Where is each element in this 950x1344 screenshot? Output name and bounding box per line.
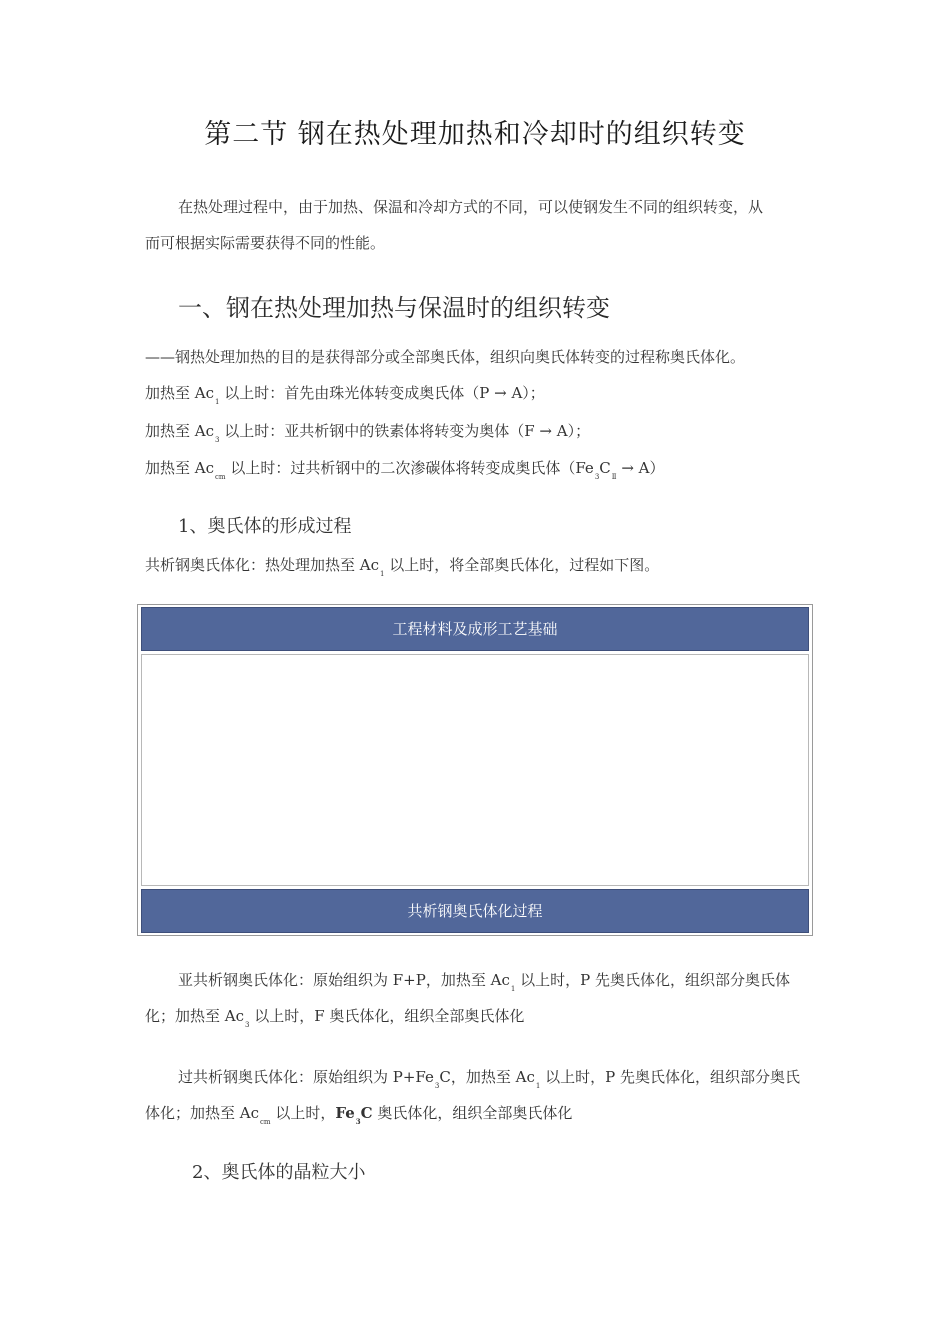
item-post-2: C [599, 459, 611, 477]
hyper-line-1 [178, 1066, 800, 1090]
text-post: 以上时，P 先奥氏体化，组织部分奥氏体 [515, 971, 790, 989]
intro-line-1: 在热处理过程中，由于加热、保温和冷却方式的不同，可以使钢发生不同的组织转变，从 [178, 198, 764, 216]
text-sub: 3 [245, 1021, 250, 1029]
text-sub: 3 [434, 1082, 440, 1090]
item-sub-3: Ⅱ [611, 473, 617, 481]
text-pre: 化；加热至 Ac [145, 1007, 245, 1025]
subsection-heading-2: 2、奥氏体的晶粒大小 [192, 1162, 366, 1183]
figure-caption: 共析钢奥氏体化过程 [141, 889, 809, 933]
figure-header: 工程材料及成形工艺基础 [141, 607, 809, 651]
text-sub: 1 [510, 985, 516, 993]
item-post: 以上时：亚共析钢中的铁素体将转变为奥体（F → A）； [219, 422, 591, 440]
hyper-line-2 [145, 1102, 572, 1126]
eutectoid-text [145, 554, 659, 578]
formula-c: C [360, 1104, 373, 1122]
item-pre: 加热至 Ac [145, 422, 215, 440]
text-pre: 共析钢奥氏体化：热处理加热至 Ac [145, 556, 380, 574]
text-post: 以上时，P 先奥氏体化，组织部分奥氏 [540, 1068, 800, 1086]
heating-item-accm [145, 457, 664, 481]
item-pre: 加热至 Ac [145, 459, 215, 477]
section-heading-1: 一、钢在热处理加热与保温时的组织转变 [178, 294, 610, 322]
item-pre: 加热至 Ac [145, 384, 215, 402]
item-sub: cm [215, 473, 226, 481]
text-post: 奥氏体化，组织全部奥氏体化 [372, 1104, 573, 1122]
item-sub: 1 [215, 398, 220, 406]
figure-image-area [141, 654, 809, 886]
text-pre: 过共析钢奥氏体化：原始组织为 P+Fe [178, 1068, 434, 1086]
intro-line-2: 而可根据实际需要获得不同的性能。 [145, 234, 386, 252]
formula-bold [335, 1104, 373, 1126]
heating-item-ac3 [145, 420, 590, 444]
text-mid: C，加热至 Ac [439, 1068, 535, 1086]
text-post: 以上时，将全部奥氏体化，过程如下图。 [384, 556, 660, 574]
heating-item-ac1 [145, 382, 545, 406]
hypo-line-2 [145, 1005, 524, 1029]
definition-text: ——钢热处理加热的目的是获得部分或全部奥氏体，组织向奥氏体转变的过程称奥氏体化。 [145, 348, 746, 366]
item-post: 以上时：过共析钢中的二次渗碳体将转变成奥氏体（Fe [225, 459, 594, 477]
item-sub-2: 3 [594, 473, 600, 481]
text-sub: cm [260, 1118, 271, 1126]
item-post: 以上时：首先由珠光体转变成奥氏体（P → A）； [219, 384, 545, 402]
text-mid: 以上时， [270, 1104, 336, 1122]
formula-fe: Fe [335, 1104, 355, 1122]
subsection-heading-1: 1、奥氏体的形成过程 [178, 516, 352, 537]
hypo-line-1 [178, 969, 790, 993]
item-post-3: → A） [616, 459, 665, 477]
text-post: 以上时，F 奥氏体化，组织全部奥氏体化 [249, 1007, 525, 1025]
figure-frame [137, 604, 813, 936]
text-pre: 体化；加热至 Ac [145, 1104, 260, 1122]
text-sub-2: 1 [535, 1082, 541, 1090]
formula-sub: 3 [355, 1117, 361, 1126]
item-sub: 3 [215, 436, 220, 444]
text-sub: 1 [380, 570, 385, 578]
text-pre: 亚共析钢奥氏体化：原始组织为 F+P，加热至 Ac [178, 971, 510, 989]
page-title: 第二节 钢在热处理加热和冷却时的组织转变 [204, 119, 746, 150]
